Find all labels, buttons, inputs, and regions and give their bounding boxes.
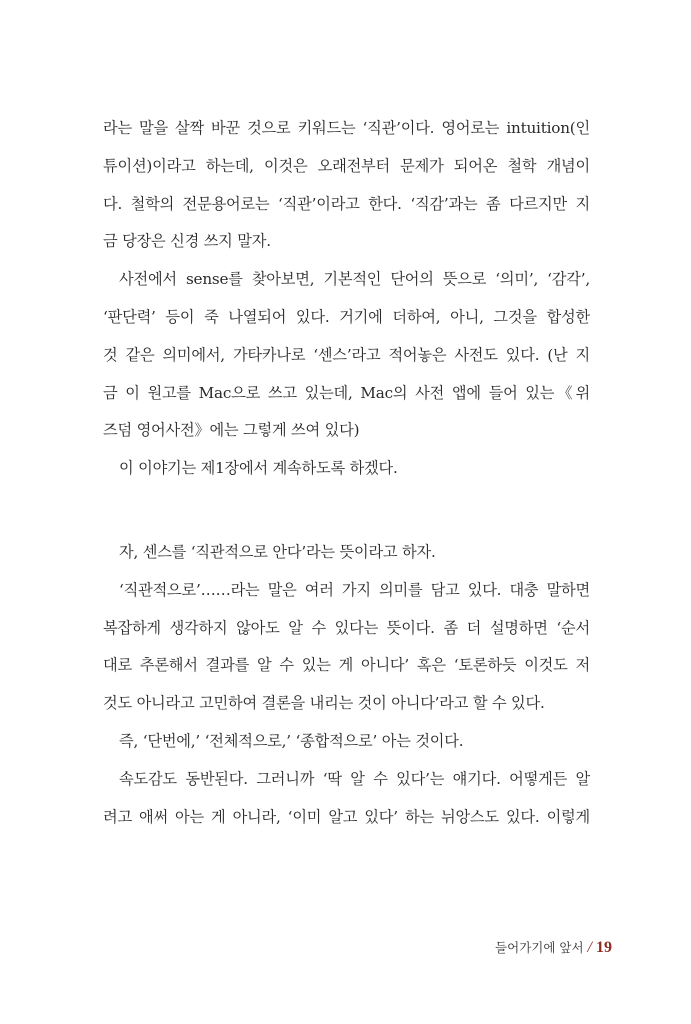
text-line: 금 이 원고를 Mac으로 쓰고 있는데, Mac의 사전 앱에 들어 있는《위 bbox=[103, 383, 590, 402]
text-line: 사전에서 sense를 찾아보면, 기본적인 단어의 뜻으로 ‘의미’, ‘감각’, bbox=[119, 270, 590, 289]
footer-separator: / bbox=[587, 939, 592, 956]
section-gap bbox=[103, 488, 590, 534]
text-line: 즈덤 영어사전》에는 그렇게 쓰여 있다) bbox=[103, 421, 360, 440]
text-line: 다. 철학의 전문용어로는 ‘직관’이라고 한다. ‘직감’과는 좀 다르지만 지 bbox=[103, 194, 590, 213]
text-line: 복잡하게 생각하지 않아도 알 수 있다는 뜻이다. 좀 더 설명하면 ‘순서 bbox=[103, 618, 590, 637]
text-line: 튜이션)이라고 하는데, 이것은 오래전부터 문제가 되어온 철학 개념이 bbox=[103, 156, 590, 175]
text-line: 려고 애써 아는 게 아니라, ‘이미 알고 있다’ 하는 뉘앙스도 있다. 이렇게 bbox=[103, 807, 590, 826]
text-line: 속도감도 동반된다. 그러니까 ‘딱 알 수 있다’는 얘기다. 어떻게든 알 bbox=[119, 769, 590, 788]
text-line: 이 이야기는 제1장에서 계속하도록 하겠다. bbox=[119, 459, 398, 478]
page-number: 19 bbox=[596, 939, 612, 956]
running-header-title: 들어가기에 앞서 bbox=[495, 940, 584, 955]
body-text bbox=[103, 110, 590, 836]
page-footer bbox=[495, 938, 612, 957]
text-line: ‘판단력’ 등이 죽 나열되어 있다. 거기에 더하여, 아니, 그것을 합성한 bbox=[103, 307, 590, 326]
text-line: 즉, ‘단번에,’ ‘전체적으로,’ ‘종합적으로’ 아는 것이다. bbox=[119, 731, 464, 750]
text-line: 것도 아니라고 고민하여 결론을 내리는 것이 아니다’라고 할 수 있다. bbox=[103, 694, 545, 713]
text-line: 대로 추론해서 결과를 알 수 있는 게 아니다’ 혹은 ‘토론하듯 이것도 저 bbox=[103, 656, 590, 675]
text-line: 자, 센스를 ‘직관적으로 안다’라는 뜻이라고 하자. bbox=[119, 542, 436, 561]
text-line: 라는 말을 살짝 바꾼 것으로 키워드는 ‘직관’이다. 영어로는 intuition(인 bbox=[103, 119, 590, 137]
text-line: ‘직관적으로’……라는 말은 여러 가지 의미를 담고 있다. 대충 말하면 bbox=[119, 580, 590, 599]
text-line: 것 같은 의미에서, 가타카나로 ‘센스’라고 적어놓은 사전도 있다. (난 지 bbox=[103, 345, 590, 364]
text-line: 금 당장은 신경 쓰지 말자. bbox=[103, 232, 271, 251]
